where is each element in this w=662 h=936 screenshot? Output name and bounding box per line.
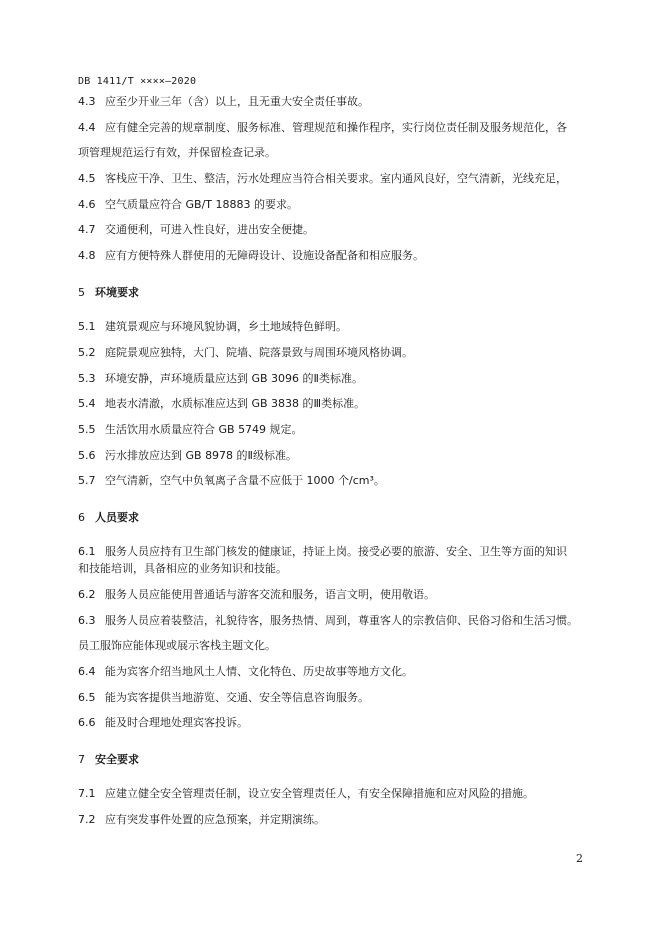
clause-text: 能及时合理地处理宾客投诉。 <box>105 716 248 729</box>
clause-text: 和技能培训，具备相应的业务知识和技能。 <box>78 562 287 575</box>
clause-6-5 <box>78 691 369 705</box>
clause-number: 6.5 <box>78 691 96 704</box>
clause-text: 地表水清澈，水质标准应达到 GB 3838 的Ⅲ类标准。 <box>105 397 366 410</box>
section-6-heading <box>78 511 139 525</box>
clause-5-5 <box>78 423 303 437</box>
clause-text: 应建立健全安全管理责任制，设立安全管理责任人，有安全保障措施和应对风险的措施。 <box>105 787 534 800</box>
section-number: 5 <box>78 286 85 299</box>
clause-number: 5.5 <box>78 423 96 436</box>
clause-number: 5.1 <box>78 320 96 333</box>
clause-number: 4.6 <box>78 198 96 211</box>
section-number: 6 <box>78 511 85 524</box>
clause-6-6 <box>78 716 248 730</box>
clause-5-6 <box>78 449 297 463</box>
clause-5-7 <box>78 474 385 488</box>
clause-text: 服务人员应着装整洁，礼貌待客，服务热情、周到，尊重客人的宗教信仰、民俗习俗和生活习惯。 <box>105 614 578 627</box>
clause-text: 员工服饰应能体现或展示客栈主题文化。 <box>78 639 276 652</box>
section-title: 人员要求 <box>95 511 139 524</box>
clause-text: 客栈应干净、卫生、整洁，污水处理应当符合相关要求。室内通风良好，空气清新，光线充足， <box>105 172 567 185</box>
clause-6-3 <box>78 614 578 628</box>
clause-5-3 <box>78 372 363 386</box>
clause-text: 建筑景观应与环境风貌协调，乡土地域特色鲜明。 <box>105 320 347 333</box>
clause-5-2 <box>78 346 413 360</box>
clause-4-6 <box>78 198 298 212</box>
section-7-heading <box>78 753 139 767</box>
clause-text: 应有突发事件处置的应急预案，并定期演练。 <box>105 813 325 826</box>
clause-text: 服务人员应持有卫生部门核发的健康证，持证上岗。接受必要的旅游、安全、卫生等方面的知识 <box>105 545 567 558</box>
clause-text: 庭院景观应独特，大门、院墙、院落景致与周围环境风格协调。 <box>105 346 413 359</box>
clause-5-4 <box>78 397 365 411</box>
clause-number: 5.3 <box>78 372 96 385</box>
clause-number: 5.6 <box>78 449 96 462</box>
clause-4-4-continued <box>78 146 276 160</box>
clause-text: 能为宾客介绍当地风土人情、文化特色、历史故事等地方文化。 <box>105 665 413 678</box>
clause-number: 5.4 <box>78 397 96 410</box>
clause-4-8 <box>78 249 424 263</box>
clause-text: 应至少开业三年（含）以上，且无重大安全责任事故。 <box>105 95 369 108</box>
clause-text: 应有健全完善的规章制度、服务标准、管理规范和操作程序，实行岗位责任制及服务规范化，各 <box>105 121 567 134</box>
clause-text: 空气清新，空气中负氧离子含量不应低于 1000 个/cm³。 <box>105 474 385 487</box>
clause-number: 4.3 <box>78 95 96 108</box>
clause-number: 5.7 <box>78 474 96 487</box>
clause-number: 4.7 <box>78 223 96 236</box>
clause-number: 6.3 <box>78 614 96 627</box>
clause-6-4 <box>78 665 413 679</box>
clause-7-2 <box>78 813 325 827</box>
clause-6-3-continued <box>78 639 276 653</box>
clause-number: 7.1 <box>78 787 96 800</box>
clause-text: 环境安静，声环境质量应达到 GB 3096 的Ⅱ类标准。 <box>105 372 363 385</box>
clause-number: 6.1 <box>78 545 96 558</box>
document-header: DB 1411/T ××××—2020 <box>78 76 197 87</box>
clause-text: 污水排放应达到 GB 8978 的Ⅱ级标准。 <box>105 449 297 462</box>
clause-text: 空气质量应符合 GB/T 18883 的要求。 <box>105 198 298 211</box>
section-number: 7 <box>78 753 85 766</box>
clause-text: 能为宾客提供当地游览、交通、安全等信息咨询服务。 <box>105 691 369 704</box>
clause-number: 5.2 <box>78 346 96 359</box>
clause-number: 4.8 <box>78 249 96 262</box>
clause-4-5 <box>78 172 567 186</box>
clause-6-2 <box>78 588 435 602</box>
clause-number: 6.6 <box>78 716 96 729</box>
page-number: 2 <box>576 852 583 865</box>
section-title: 环境要求 <box>95 286 139 299</box>
clause-text: 项管理规范运行有效，并保留检查记录。 <box>78 146 276 159</box>
section-title: 安全要求 <box>95 753 139 766</box>
clause-text: 应有方便特殊人群使用的无障碍设计、设施设备配备和相应服务。 <box>105 249 424 262</box>
clause-4-7 <box>78 223 314 237</box>
clause-text: 服务人员应能使用普通话与游客交流和服务，语言文明，使用敬语。 <box>105 588 435 601</box>
clause-number: 6.4 <box>78 665 96 678</box>
clause-text: 交通便利，可进入性良好，进出安全便捷。 <box>105 223 314 236</box>
clause-text: 生活饮用水质量应符合 GB 5749 规定。 <box>105 423 303 436</box>
section-5-heading <box>78 286 139 300</box>
clause-number: 6.2 <box>78 588 96 601</box>
clause-7-1 <box>78 787 534 801</box>
clause-number: 7.2 <box>78 813 96 826</box>
clause-number: 4.5 <box>78 172 96 185</box>
clause-4-4 <box>78 121 567 135</box>
clause-6-1-continued <box>78 562 287 576</box>
clause-5-1 <box>78 320 347 334</box>
clause-6-1 <box>78 545 567 559</box>
clause-number: 4.4 <box>78 121 96 134</box>
clause-4-3 <box>78 95 369 109</box>
